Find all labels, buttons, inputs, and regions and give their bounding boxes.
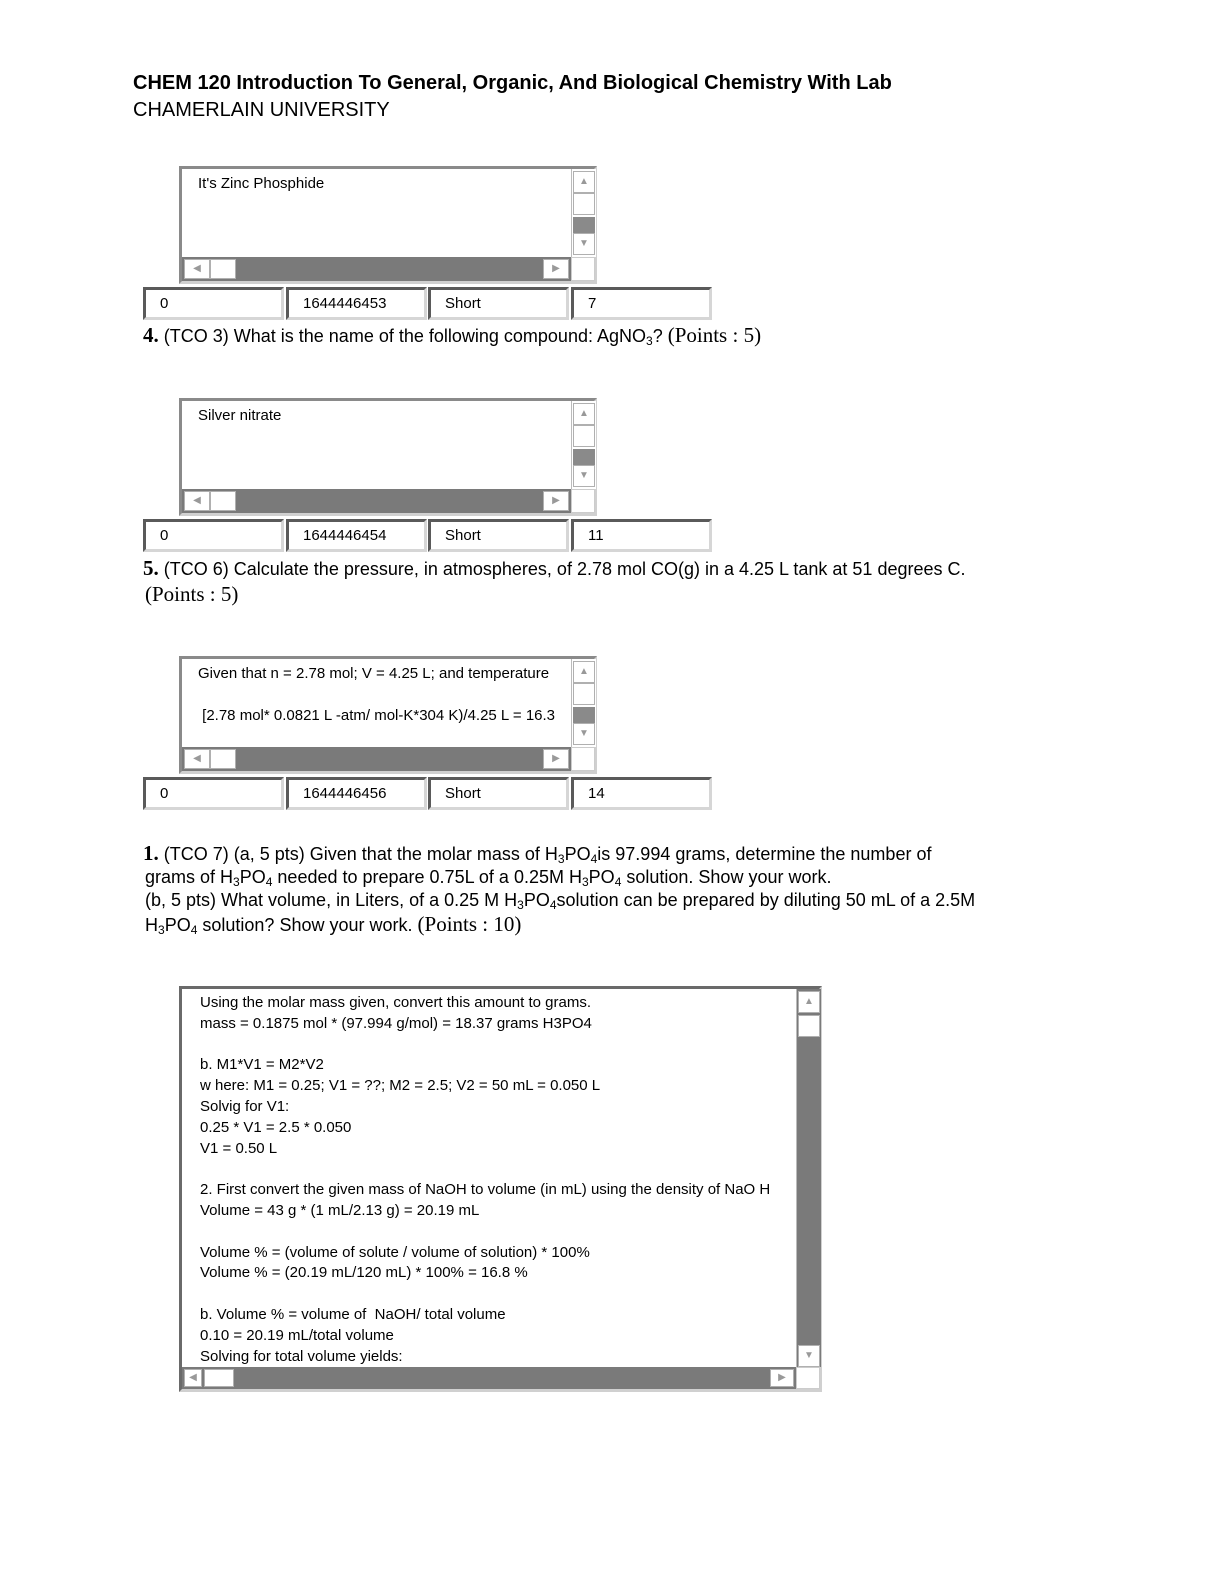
arrow-right-icon[interactable]: ▶ xyxy=(543,491,569,511)
arrow-up-icon[interactable]: ▲ xyxy=(573,661,595,683)
answer-textarea-4[interactable] xyxy=(179,398,597,516)
vertical-scrollbar[interactable] xyxy=(796,989,821,1367)
question-text: PO xyxy=(164,915,191,935)
horizontal-scrollbar[interactable] xyxy=(182,257,571,281)
document-title: CHEM 120 Introduction To General, Organic, And Biological Chemistry With Lab xyxy=(133,72,892,94)
question-text: solution? Show your work. xyxy=(197,915,413,935)
scroll-thumb[interactable] xyxy=(573,449,595,465)
arrow-up-icon[interactable]: ▲ xyxy=(573,171,595,193)
answer-textarea-5[interactable] xyxy=(179,656,597,774)
arrow-down-icon[interactable]: ▼ xyxy=(798,1345,820,1367)
field-id: 1644446453 xyxy=(286,287,427,320)
arrow-up-icon[interactable]: ▲ xyxy=(573,403,595,425)
horizontal-scrollbar[interactable] xyxy=(182,489,571,513)
field-attempt: 0 xyxy=(143,519,284,552)
field-attempt: 0 xyxy=(143,777,284,810)
scroll-track[interactable] xyxy=(573,683,595,705)
field-count: 11 xyxy=(571,519,712,552)
arrow-left-icon[interactable]: ◀ xyxy=(184,1369,202,1387)
subscript: 4 xyxy=(549,898,557,912)
question-text: needed to prepare 0.75L of a 0.25M H xyxy=(272,867,582,887)
subscript: 4 xyxy=(190,923,198,937)
scroll-thumb[interactable] xyxy=(798,1015,820,1037)
arrow-down-icon[interactable]: ▼ xyxy=(573,233,595,255)
field-id: 1644446454 xyxy=(286,519,427,552)
answer-text: It's Zinc Phosphide xyxy=(198,175,325,192)
horizontal-scrollbar[interactable] xyxy=(182,1367,796,1389)
answer-text: Given that n = 2.78 mol; V = 4.25 L; and temperature [2.78 mol* 0.0821 L -atm/ mol-K*304 K)/4.25 L = 16.3 xyxy=(198,665,556,724)
field-count: 14 xyxy=(571,777,712,810)
subscript: 3 xyxy=(517,898,524,912)
scroll-thumb[interactable] xyxy=(210,259,236,279)
field-id: 1644446456 xyxy=(286,777,427,810)
field-type: Short xyxy=(428,287,569,320)
arrow-left-icon[interactable]: ◀ xyxy=(184,491,210,511)
arrow-down-icon[interactable]: ▼ xyxy=(573,465,595,487)
scroll-thumb[interactable] xyxy=(210,491,236,511)
question-text: PO xyxy=(564,844,591,864)
question-text: PO xyxy=(588,867,615,887)
subscript: 3 xyxy=(646,334,653,348)
scroll-corner xyxy=(796,1367,820,1389)
question-number: 5. xyxy=(143,556,159,580)
subscript: 4 xyxy=(590,852,598,866)
question-points: (Points : 5) xyxy=(667,323,762,347)
subscript: 3 xyxy=(158,923,165,937)
question-number: 1. xyxy=(143,841,159,865)
answer-text: Using the molar mass given, convert this amount to grams. mass = 0.1875 mol * (97.994 g/mol) = 18.37 grams H3PO4 b. M1*V1 = M2*V2 w here: M1 = 0.25; V1 = ??; M2 = 2.5; V2 = 50 mL = 0.050 L Solvig for V1: 0.25 * V1 = 2.5 * 0.050 V1 = 0.50 L 2. First convert the given mass of NaOH to volume (in mL) using the density of NaO H Volume = 43 g * (1 mL/2.13 g) = 20.19 mL Volume % = (volume of solute / volume of solution) * 100% Volume % = (20.19 mL/120 mL) * 100% = 16.8 % b. Volume % = volume of NaOH/ total volume 0.10 = 20.19 mL/total volume Solving for total volume yields: xyxy=(200,994,771,1365)
vertical-scrollbar[interactable] xyxy=(571,401,596,489)
scroll-thumb[interactable] xyxy=(204,1369,234,1387)
field-count: 7 xyxy=(571,287,712,320)
scroll-corner xyxy=(571,747,595,771)
question-5 xyxy=(143,557,966,581)
vertical-scrollbar[interactable] xyxy=(571,169,596,257)
vertical-scrollbar[interactable] xyxy=(571,659,596,747)
question-1 xyxy=(143,842,931,866)
field-type: Short xyxy=(428,777,569,810)
subscript: 3 xyxy=(233,875,240,889)
scroll-corner xyxy=(571,257,595,281)
question-text: solution. Show your work. xyxy=(621,867,832,887)
field-type: Short xyxy=(428,519,569,552)
horizontal-scrollbar[interactable] xyxy=(182,747,571,771)
arrow-right-icon[interactable]: ▶ xyxy=(543,259,569,279)
question-text: H xyxy=(145,915,158,935)
question-text: solution can be prepared by diluting 50 mL of a 2.5M xyxy=(556,890,976,910)
question-text: (TCO 6) Calculate the pressure, in atmospheres, of 2.78 mol CO(g) in a 4.25 L tank at 51 degrees C. xyxy=(163,559,966,579)
question-text: (b, 5 pts) What volume, in Liters, of a 0.25 M H xyxy=(145,890,518,910)
question-text: (TCO 7) (a, 5 pts) Given that the molar mass of H xyxy=(163,844,558,864)
question-text: PO xyxy=(239,867,266,887)
arrow-right-icon[interactable]: ▶ xyxy=(770,1369,794,1387)
subscript: 4 xyxy=(265,875,273,889)
scroll-corner xyxy=(571,489,595,513)
arrow-down-icon[interactable]: ▼ xyxy=(573,723,595,745)
university-name: CHAMERLAIN UNIVERSITY xyxy=(133,99,390,121)
question-1-line-3 xyxy=(145,889,975,912)
arrow-right-icon[interactable]: ▶ xyxy=(543,749,569,769)
arrow-left-icon[interactable]: ◀ xyxy=(184,259,210,279)
question-text: grams of H xyxy=(145,867,234,887)
question-4 xyxy=(143,324,761,348)
question-text: is 97.994 grams, determine the number of xyxy=(597,844,932,864)
answer-textarea-1-long[interactable] xyxy=(179,986,822,1392)
answer-textarea-1[interactable] xyxy=(179,166,597,284)
answer-text: Silver nitrate xyxy=(198,407,282,424)
question-1-line-4 xyxy=(145,913,521,937)
question-text: PO xyxy=(523,890,550,910)
question-points: (Points : 5) xyxy=(145,582,239,606)
scroll-track[interactable] xyxy=(573,193,595,215)
scroll-thumb[interactable] xyxy=(573,217,595,233)
question-text-end: ? xyxy=(652,326,663,346)
question-text: (TCO 3) What is the name of the following compound: AgNO xyxy=(163,326,646,346)
subscript: 3 xyxy=(581,875,589,889)
arrow-up-icon[interactable]: ▲ xyxy=(798,991,820,1013)
field-attempt: 0 xyxy=(143,287,284,320)
question-1-line-2 xyxy=(145,866,831,889)
question-number: 4. xyxy=(143,323,159,347)
scroll-track[interactable] xyxy=(573,425,595,447)
subscript: 3 xyxy=(557,852,565,866)
scroll-thumb[interactable] xyxy=(210,749,236,769)
scroll-thumb[interactable] xyxy=(573,707,595,723)
question-points: (Points : 10) xyxy=(417,912,522,936)
arrow-left-icon[interactable]: ◀ xyxy=(184,749,210,769)
subscript: 4 xyxy=(614,875,622,889)
